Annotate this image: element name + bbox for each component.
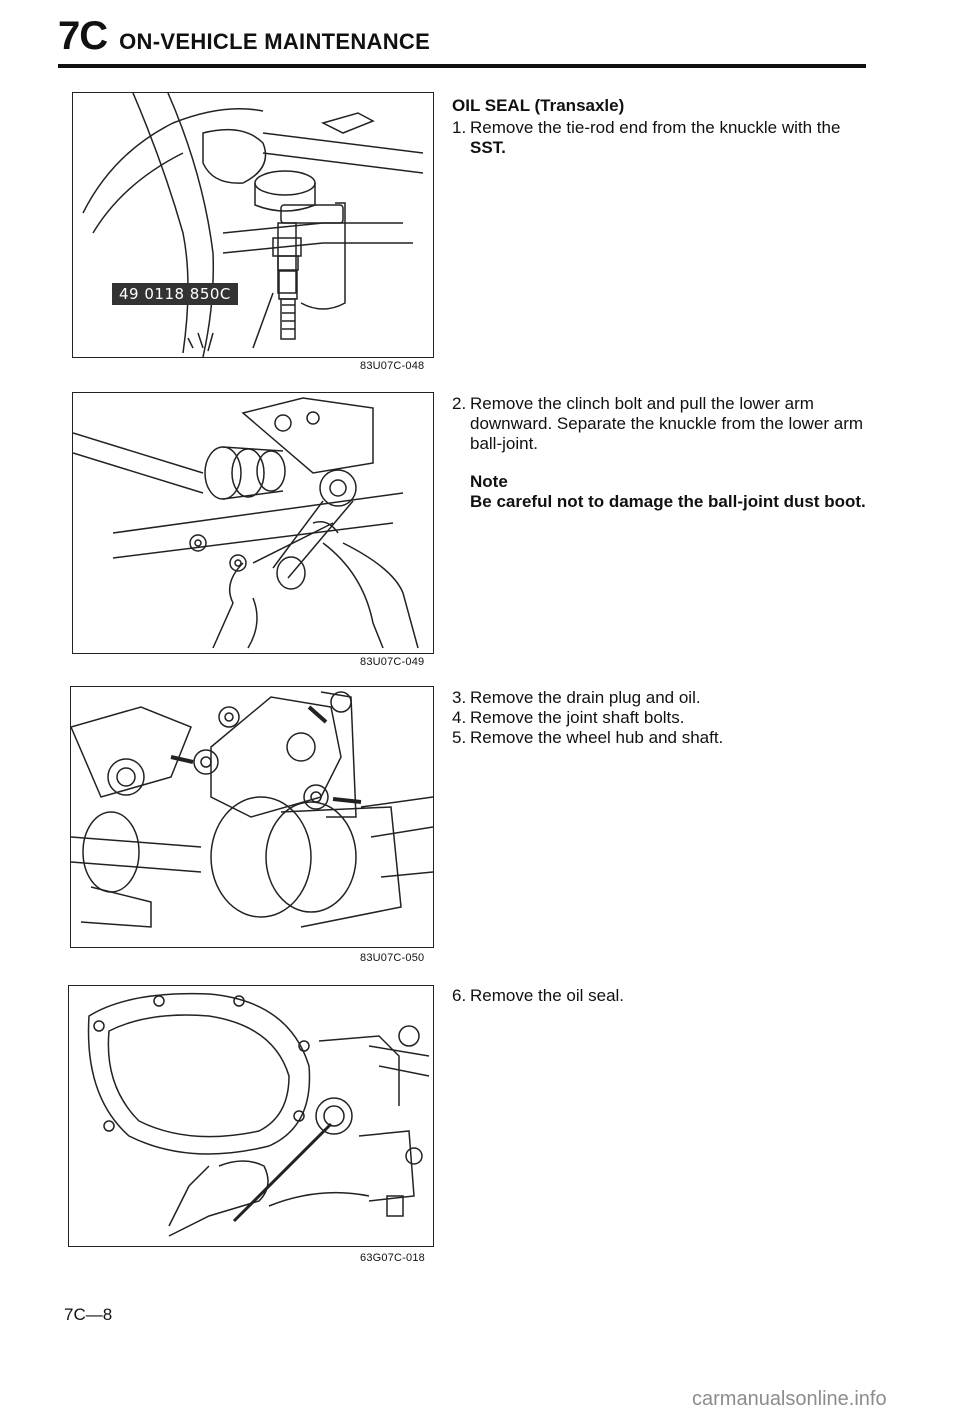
figure-caption: 83U07C-048	[360, 360, 425, 372]
figure-joint-shaft	[70, 686, 434, 948]
figure-oil-seal	[68, 985, 434, 1247]
figure-caption: 63G07C-018	[360, 1252, 425, 1264]
step-text: Remove the drain plug and oil.	[470, 688, 701, 707]
page-header	[58, 16, 430, 56]
figure-tie-rod-puller	[72, 92, 434, 358]
step-text: Remove the wheel hub and shaft.	[470, 728, 724, 747]
page-number: 7C—8	[64, 1305, 113, 1324]
step-text: Remove the oil seal.	[470, 986, 625, 1005]
step-4	[452, 708, 872, 728]
step-2-block	[452, 394, 868, 512]
figure-caption: 83U07C-050	[360, 952, 425, 964]
step-1	[452, 118, 872, 158]
step-6	[452, 986, 872, 1006]
tool-number-label: 49 0118 850C	[112, 283, 238, 305]
note-title: Note	[470, 472, 508, 491]
section-number: 7C	[58, 14, 108, 58]
step-number: 3.	[452, 688, 467, 707]
step-number: 2.	[452, 394, 467, 413]
header-rule	[58, 64, 866, 68]
step-number: 1.	[452, 118, 467, 137]
steps-3-5-block	[452, 688, 872, 748]
step-number: 4.	[452, 708, 467, 727]
step-6-block	[452, 986, 872, 1006]
watermark-text: carmanualsonline.info	[692, 1388, 887, 1410]
figure-lower-arm	[72, 392, 434, 654]
step-text: Remove the joint shaft bolts.	[470, 708, 685, 727]
section-heading: OIL SEAL (Transaxle)	[452, 96, 625, 115]
note-body: Be careful not to damage the ball-joint dust boot.	[470, 492, 866, 511]
step-1-block	[452, 96, 872, 158]
step-text: Remove the tie-rod end from the knuckle with the SST.	[470, 118, 841, 157]
step-number: 6.	[452, 986, 467, 1005]
figure-caption: 83U07C-049	[360, 656, 425, 668]
step-3	[452, 688, 872, 708]
step-text: Remove the clinch bolt and pull the lower arm downward. Separate the knuckle from the lower arm ball-joint.	[470, 394, 864, 453]
section-title: ON-VEHICLE MAINTENANCE	[119, 29, 431, 54]
step-number: 5.	[452, 728, 467, 747]
step-2	[452, 394, 868, 454]
step-5	[452, 728, 872, 748]
